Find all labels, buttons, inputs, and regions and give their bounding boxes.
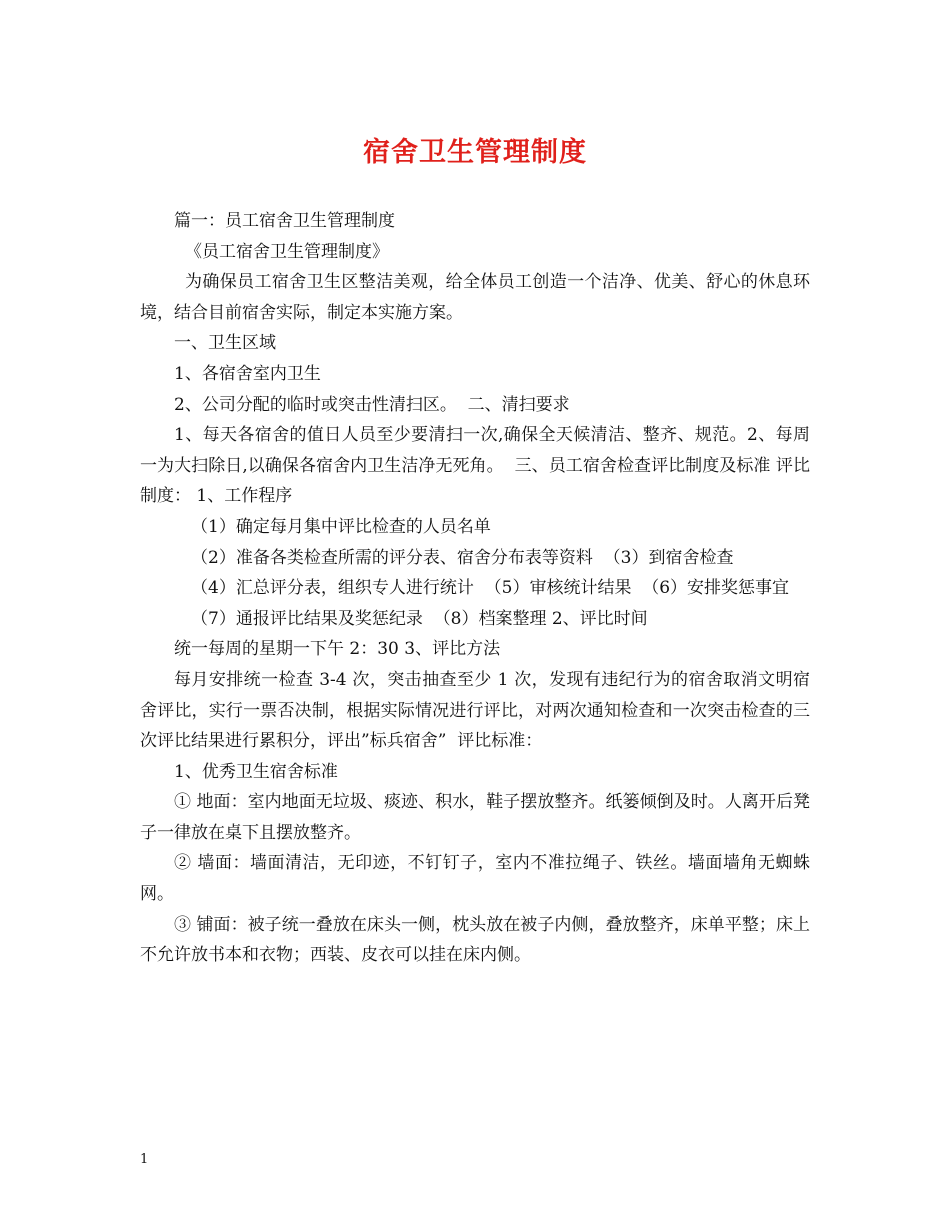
section-heading: 一、卫生区域 bbox=[174, 333, 276, 354]
list-item: （2）准备各类检查所需的评分表、宿舍分布表等资料 （3）到宿舍检查 bbox=[191, 547, 734, 568]
list-item: ① 地面：室内地面无垃圾、痰迹、积水，鞋子摆放整齐。纸篓倾倒及时。人离开后凳子一律放在桌下且摆放整齐。 bbox=[140, 792, 810, 843]
paragraph: 1、优秀卫生宿舍标准 bbox=[174, 761, 338, 782]
paragraph: 统一每周的星期一下午 2：30 3、评比方法 bbox=[174, 639, 501, 660]
document-title: 宿舍卫生管理制度 bbox=[363, 137, 587, 168]
page-number: 1 bbox=[140, 1152, 149, 1167]
list-item: ② 墙面：墙面清洁，无印迹，不钉钉子，室内不准拉绳子、铁丝。墙面墙角无蜘蛛网。 bbox=[140, 853, 810, 905]
list-item: （4）汇总评分表，组织专人进行统计 （5）审核统计结果 （6）安排奖惩事宜 bbox=[191, 578, 790, 599]
list-item: （7）通报评比结果及奖惩纪录 （8）档案整理 2、评比时间 bbox=[191, 608, 648, 629]
paragraph: 1、每天各宿舍的值日人员至少要清扫一次,确保全天候清洁、整齐、规范。2、每周一为大扫除日,以确保各宿舍内卫生洁净无死角。 三、员工宿舍检查评比制度及标准 评比制度： 1、工作程序 bbox=[140, 425, 810, 507]
paragraph: 1、各宿舍室内卫生 bbox=[174, 363, 321, 384]
paragraph: 《员工宿舍卫生管理制度》 bbox=[185, 241, 389, 262]
paragraph: 篇一：员工宿舍卫生管理制度 bbox=[174, 211, 395, 231]
paragraph: 每月安排统一检查 3-4 次，突击抽查至少 1 次，发现有违纪行为的宿舍取消文明宿舍评比，实行一票否决制，根据实际情况进行评比，对两次通知检查和一次突击检查的三次评比结果进行累积分，评出”标兵宿舍” 评比标准： bbox=[140, 669, 810, 752]
list-item: ③ 铺面：被子统一叠放在床头一侧，枕头放在被子内侧，叠放整齐，床单平整；床上不允许放书本和衣物；西装、皮衣可以挂在床内侧。 bbox=[140, 914, 810, 966]
list-item: （1）确定每月集中评比检查的人员名单 bbox=[191, 516, 491, 537]
paragraph: 2、公司分配的临时或突击性清扫区。 二、清扫要求 bbox=[174, 394, 570, 415]
document-body bbox=[140, 206, 810, 971]
paragraph: 为确保员工宿舍卫生区整洁美观，给全体员工创造一个洁净、优美、舒心的休息环境，结合目前宿舍实际，制定本实施方案。 bbox=[140, 272, 810, 323]
